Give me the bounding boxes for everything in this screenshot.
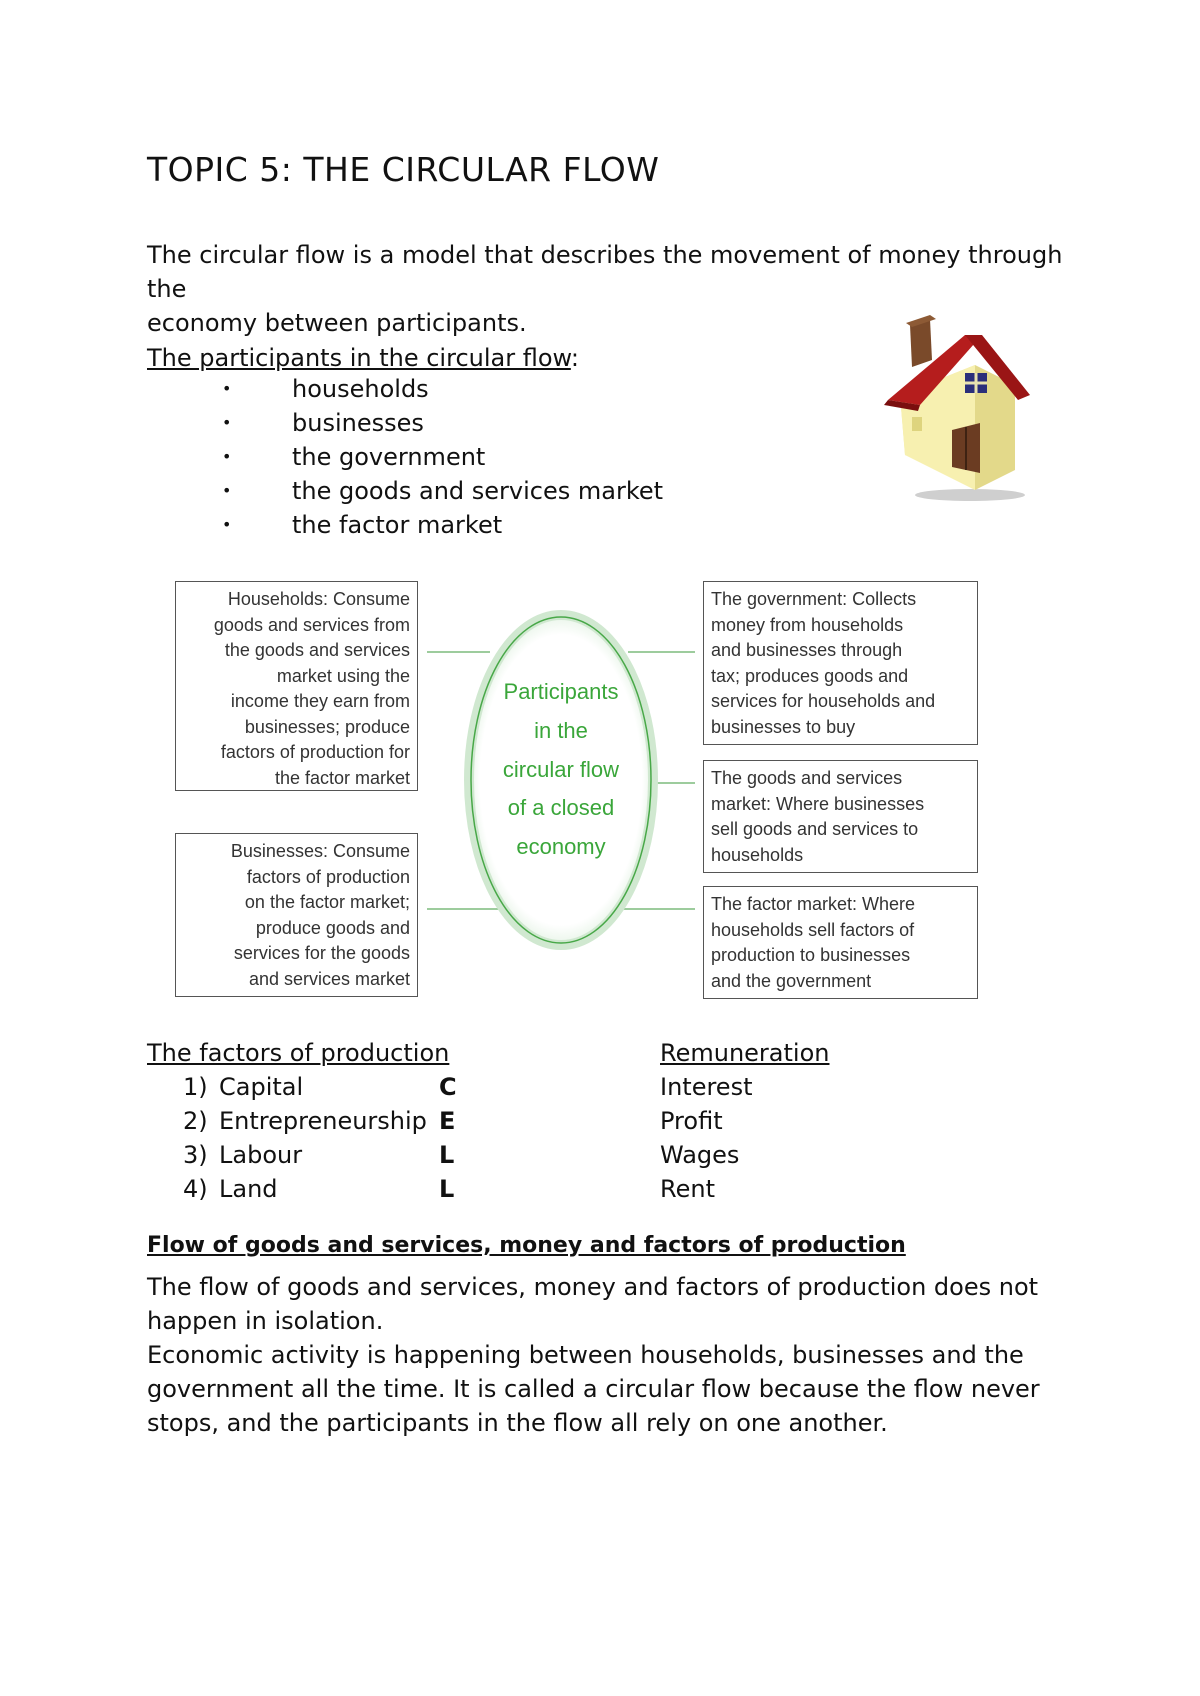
table-row: 2) Entrepreneurship E Profit: [183, 1107, 723, 1135]
center-label-line: in the: [534, 718, 588, 743]
center-label-line: economy: [516, 834, 606, 859]
flow-paragraph: The flow of goods and services, money and factors of production does not happen in isolation. Economic activity is happening between households, businesses and the government all the time. It is called a circular flow because the flow never stops, and the participants in the flow all rely on one another.: [147, 1273, 1040, 1437]
participants-heading: The participants in the circular flow: [147, 344, 571, 372]
goods-market-box: The goods and services market: Where businesses sell goods and services to households: [703, 760, 978, 873]
table-row: 1) Capital C Interest: [183, 1073, 753, 1101]
bullet-icon: •: [222, 515, 232, 534]
center-label-line: circular flow: [502, 757, 620, 782]
government-box: The government: Collects money from households and businesses through tax; produces goods and services for households and businesses to buy: [703, 581, 978, 745]
participants-heading-colon: :: [570, 344, 579, 372]
center-label-line: of a closed: [507, 795, 615, 820]
intro-line-2: economy between participants.: [147, 309, 527, 337]
center-label-line: Participants: [503, 679, 619, 704]
remuneration-heading: Remuneration: [660, 1039, 830, 1067]
factor-market-box: The factor market: Where households sell factors of production to businesses and the government: [703, 886, 978, 999]
bullet-icon: •: [222, 481, 232, 500]
bullet-icon: •: [222, 447, 232, 466]
table-row: 3) Labour L Wages: [183, 1141, 740, 1169]
document-page: TOPIC 5: THE CIRCULAR FLOW The circular flow is a model that describes the movement of money through the economy between participants. The participants in the circular flow: • households • businesses • the government • the goods and services market • the factor market Participants in the circular flow of a closed economy Households: Consume goods and services from the goods and services market using the income they earn from businesses; produce factors of production for the factor market Businesses: Consume factors of production on the factor market; produce goods and services for the goods and services market The government: Collects money from households and businesses through tax; produces goods and services for households and businesses to buy The goods and services market: Where businesses sell goods and services to households The factor market: Where households sell factors of production to businesses and the government The factors of production Remuneration 1) Capital C Interest 2) Entrepreneurship E Profit 3) Labour L Wages 4) Land L Rent Flow of goods and services, money and factors of production The flow of goods and services, money and factors of production does not happen in isolation. Economic activity is happening between households, businesses and the government all the time. It is called a circular flow because the flow never stops, and the participants in the flow all rely on one another.: [0, 0, 1200, 1696]
businesses-box: Businesses: Consume factors of production on the factor market; produce goods and services for the goods and services market: [175, 833, 418, 997]
factors-heading: The factors of production: [147, 1039, 450, 1067]
flow-heading: Flow of goods and services, money and factors of production: [147, 1233, 906, 1258]
households-box: Households: Consume goods and services from the goods and services market using the income they earn from businesses; produce factors of production for the factor market: [175, 581, 418, 791]
table-row: 4) Land L Rent: [183, 1175, 715, 1203]
bullet-icon: •: [222, 379, 232, 398]
bullet-icon: •: [222, 413, 232, 432]
page-title: TOPIC 5: THE CIRCULAR FLOW: [147, 150, 660, 189]
intro-line-1: The circular flow is a model that describes the movement of money through the: [147, 241, 1063, 303]
